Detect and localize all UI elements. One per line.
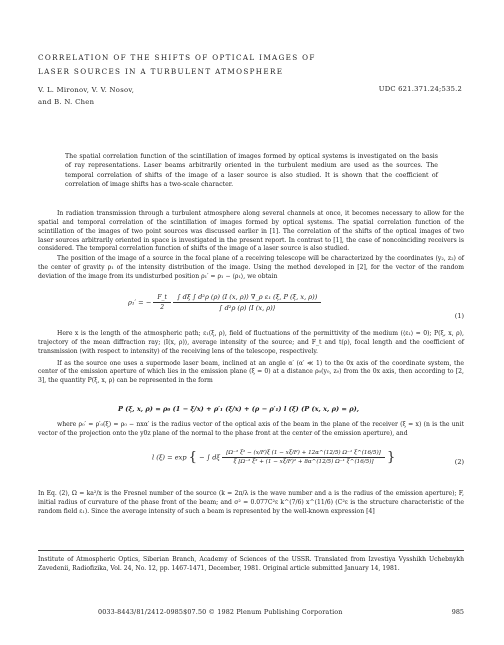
title-line-2: LASER SOURCES IN A TURBULENT ATMOSPHERE	[38, 66, 284, 76]
paragraph-image-position: The position of the image of a source in the focal plane of a receiving telescope will be characterized by the coordinates (y₂, z₂) of the center of gravity ρ₁ of the intensity distribution of the image. Using the method developed in [2], for the vector of the random deviation of the image from its undisturbed position ρ₁′ = ρ₁ − ⟨ρ₁⟩, we obtain	[38, 255, 464, 280]
paragraph-fresnel: In Eq. (2), Ω = ka²/x is the Fresnel number of the source (k = 2π/λ is the wave number and a is the radius of the emission aperture); F, initial radius of curvature of the phase front of the beam; and σ² = 0.077C²ε k^(7/6) x^(11/6) (C²ε is the structure characteristic of the random field ε₁). Since the average intensity of such a beam is represented by the well-known expression [4]	[38, 490, 464, 515]
equation-trajectory: P (ξ, x, ρ) = ρ₀ (1 − ξ/x) + ρ′₁ (ξ/x) + (ρ − ρ′₁) l (ξ) (P (x, x, ρ) = ρ),	[118, 405, 360, 413]
udc-code: UDC 621.371.24;535.2	[378, 85, 462, 93]
abstract: The spatial correlation function of the scintillation of images formed by optical systems is investigated on the basis of ray representations. Laser beams arbitrarily oriented in the turbulent medium are used as the sources. The temporal correlation of shifts of the image of a laser source is also studied. It is shown that the coefficient of correlation of image shifts has a two-scale character.	[65, 153, 438, 189]
article-title	[38, 51, 316, 78]
eq2-denominator: ξ [Ω⁻² ξ² + (1 − xξ/F)² + 8α^(12/5) Ω⁻¹ ξ^(16/5)]	[233, 459, 374, 465]
eq1-coefficient: $\frac{F\_t}{2}$	[153, 294, 171, 311]
eq2-fraction	[222, 450, 385, 465]
authors	[38, 85, 134, 108]
paragraph-radius-vector: where ρ₀′ = ρ′₀(ξ) = ρ₀ − nxα′ is the radius vector of the optical axis of the beam in the plane of the receiver (ξ = x) (n is the unit vector of the projection onto the y0z plane of the normal to the phase front at the center of the emission aperture), and	[38, 421, 464, 437]
eq1-numerator: ∫ dξ ∫ d²ρ (ρ) ⟨I (x, ρ)⟩ ∇_ρ ε₁ (ξ, P (ξ, x, ρ))	[173, 293, 321, 303]
body-paragraphs-3	[38, 421, 464, 439]
footnote-divider	[38, 550, 464, 551]
eq1-fraction	[173, 293, 321, 312]
body-paragraphs-4	[38, 490, 464, 517]
authors-line-2: and B. N. Chen	[38, 97, 95, 106]
page-number: 985	[451, 608, 464, 616]
eq2-integral: − ∫ dξ	[199, 453, 221, 462]
equation-2-number: (2)	[454, 458, 464, 466]
body-paragraphs-2	[38, 330, 464, 386]
eq1-denominator: ∫ d²ρ (ρ) ⟨I (x, ρ)⟩	[219, 304, 276, 312]
copyright-line: 0033-8443/81/2412-0985$07.50 © 1982 Plenum Publishing Corporation	[98, 608, 343, 616]
eq2-lhs: l (ξ) = exp	[152, 453, 187, 462]
paragraph-notation: Here x is the length of the atmospheric path; ε₁(ξ, ρ), field of fluctuations of the permittivity of the medium (⟨ε₁⟩ = 0); P(ξ, x, ρ), trajectory of the mean diffraction ray; ⟨I(x, ρ)⟩, average intensity of the source; and F_t and t(ρ), focal length and the coefficient of transmission (with respect to intensity) of the receiving lens of the telescope, respectively.	[38, 330, 464, 355]
equation-2: l (ξ) = exp { − ∫ dξ $\frac{\text{[Ω⁻² ξ² − (x/F)ξ (1 − xξ/F) + 12α\textasciicircum{}(12/5) Ω⁻¹ ξ\textasciicircum{}(16/5)]}}{\text{ξ [Ω⁻² ξ² + (1 − xξ/F)² + 8α\textasciicircum{}(12/5) Ω⁻¹ ξ\textasciicircum{}(16/5)]}}$ }	[152, 450, 396, 465]
title-line-1: CORRELATION OF THE SHIFTS OF OPTICAL IMAGES OF	[38, 53, 316, 62]
footnote: Institute of Atmospheric Optics, Siberian Branch, Academy of Sciences of the USSR. Translated from Izvestiya Vysshikh Uchebnykh Zavedenii, Radiofizika, Vol. 24, No. 12, pp. 1467-1471, December, 1981. Original article submitted January 14, 1981.	[38, 556, 464, 572]
eq1-lhs: ρ₁′ = −	[128, 298, 152, 307]
eq2-numerator: [Ω⁻² ξ² − (x/F)ξ (1 − xξ/F) + 12α^(12/5) Ω⁻¹ ξ^(16/5)]	[222, 450, 385, 458]
paragraph-laser-source: If as the source one uses a supermode laser beam, inclined at an angle α′ (α′ ≪ 1) to the 0x axis of the coordinate system, the center of the emission aperture of which lies in the emission plane (ξ = 0) at a distance ρ₀(y₀, z₀) from the 0x axis, then according to [2, 3], the quantity P(ξ, x, ρ) can be represented in the form	[38, 359, 464, 385]
equation-1-number: (1)	[454, 312, 464, 320]
body-paragraphs-1	[38, 210, 464, 282]
paragraph-intro: In radiation transmission through a turbulent atmosphere along several channels at once, it becomes necessary to allow for the spatial and temporal correlation of the scintillation of images formed by optical systems. The spatial correlation function of the scintillation of the images of two point sources was discussed earlier in [1]. The correlation of the shifts of the optical images of two laser sources arbitrarily oriented in space is investigated in the present report. In contrast to [1], the case of noncoinciding receivers is considered. The temporal correlation function of shifts of the image of a laser source is also studied.	[38, 210, 464, 253]
authors-line-1: V. L. Mironov, V. V. Nosov,	[38, 86, 135, 94]
equation-1	[128, 293, 321, 312]
